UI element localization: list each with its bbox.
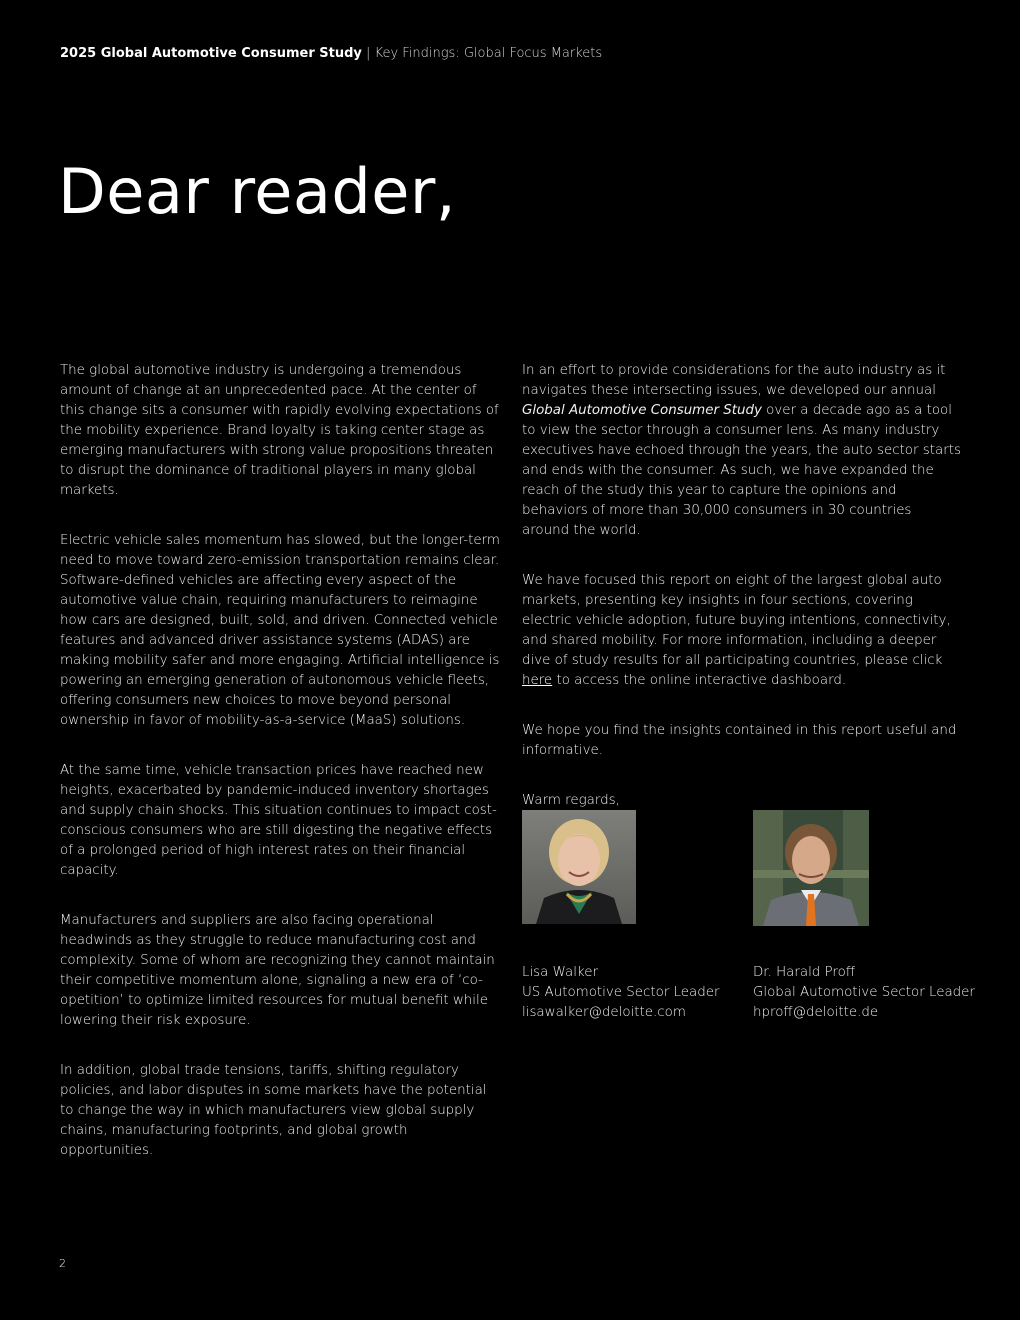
- body-paragraph: In addition, global trade tensions, tariffs, shifting regulatory policies, and labor disputes in some markets have the potential to change the way in which manufacturers view global supply chains, manufacturing footprints, and global growth opportunities.: [60, 1063, 487, 1158]
- header-separator: |: [366, 46, 371, 61]
- body-paragraph: Electric vehicle sales momentum has slowed, but the longer-term need to move toward zero-emission transportation remains clear. Software-defined vehicles are affecting every aspect of the automotive value chain, requiring manufacturers to reimagine how cars are designed, built, sold, and driven. Connected vehicle features and advanced driver assistance systems (ADAS) are making mobility safer and more engaging. Artificial intelligence is powering an emerging generation of autonomous vehicle fleets, offering consumers new choices to move beyond personal ownership in favor of mobility-as-a-service (MaaS) solutions.: [60, 533, 500, 728]
- body-paragraph: We hope you find the insights contained in this report useful and informative.: [522, 723, 957, 758]
- body-paragraph: The global automotive industry is undergoing a tremendous amount of change at an unprecedented pace. At the center of this change sits a consumer with rapidly evolving expectations of the mobility experience. Brand loyalty is taking center stage as emerging manufacturers with strong value propositions threaten to disrupt the dominance of traditional players in many global markets.: [60, 363, 499, 498]
- closing-line: Warm regards,: [522, 793, 620, 808]
- study-name-italic: Global Automotive Consumer Study: [522, 403, 762, 418]
- body-paragraph: [522, 361, 962, 541]
- signer-lisa-walker: [522, 963, 720, 1023]
- body-paragraph: [522, 571, 962, 691]
- signer-email[interactable]: hproff@deloitte.de: [753, 1005, 879, 1020]
- paragraph-text: We have focused this report on eight of the largest global auto markets, presenting key insights in four sections, covering electric vehicle adoption, future buying intentions, connectivity, and shared mobility. For more information, including a deeper dive of study results for all participating countries, please click: [522, 573, 951, 668]
- left-column: [60, 361, 500, 1191]
- portrait-photo-harald-proff: [753, 810, 869, 926]
- paragraph-text: In an effort to provide considerations for the auto industry as it navigates these intersecting issues, we developed our annual: [522, 363, 946, 398]
- dashboard-link[interactable]: here: [522, 673, 553, 688]
- signer-role: US Automotive Sector Leader: [522, 985, 720, 1000]
- page-number: 2: [59, 1257, 66, 1270]
- running-header: [60, 46, 602, 61]
- signer-name: Lisa Walker: [522, 965, 598, 980]
- body-paragraph: Manufacturers and suppliers are also facing operational headwinds as they struggle to reduce manufacturing cost and complexity. Some of whom are recognizing they cannot maintain their competitive momentum alone, signaling a new era of ‘co-opetition’ to optimize limited resources for mutual benefit while lowering their risk exposure.: [60, 913, 495, 1028]
- signer-name: Dr. Harald Proff: [753, 965, 856, 980]
- body-paragraph: At the same time, vehicle transaction prices have reached new heights, exacerbated by pandemic-induced inventory shortages and supply chain shocks. This situation continues to impact cost-conscious consumers who are still digesting the negative effects of a prolonged period of high interest rates on their financial capacity.: [60, 763, 497, 878]
- portrait-photo-lisa-walker: [522, 810, 636, 924]
- page-title: Dear reader,: [58, 155, 457, 228]
- paragraph-text: to access the online interactive dashboard.: [552, 673, 847, 688]
- signer-email[interactable]: lisawalker@deloitte.com: [522, 1005, 686, 1020]
- header-subtitle: Key Findings: Global Focus Markets: [374, 46, 603, 61]
- paragraph-text: over a decade ago as a tool to view the sector through a consumer lens. As many industry executives have echoed through the years, the auto sector starts and ends with the consumer. As such, we have expanded the reach of the study this year to capture the opinions and behaviors of more than 30,000 consumers in 30 countries around the world.: [522, 403, 961, 538]
- signer-role: Global Automotive Sector Leader: [753, 985, 975, 1000]
- right-column: [522, 361, 962, 841]
- signer-harald-proff: [753, 963, 975, 1023]
- study-title: 2025 Global Automotive Consumer Study: [60, 46, 362, 61]
